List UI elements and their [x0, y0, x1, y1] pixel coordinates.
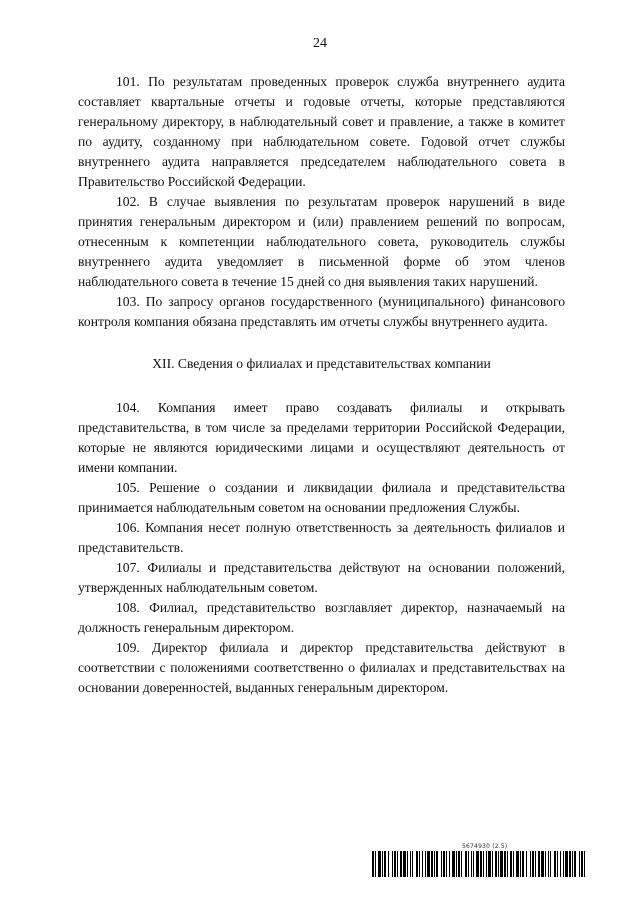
paragraph-106: 106. Компания несет полную ответственность за деятельность филиалов и представительств. — [78, 520, 565, 555]
paragraph-107: 107. Филиалы и представительства действуют на основании положений, утвержденных наблюдательным советом. — [78, 560, 565, 595]
paragraph-108: 108. Филиал, представительство возглавляет директор, назначаемый на должность генеральным директором. — [78, 600, 565, 635]
section-title: XII. Сведения о филиалах и представительствах компании — [152, 356, 491, 371]
paragraph-105: 105. Решение о создании и ликвидации филиала и представительства принимается наблюдательным советом на основании предложения Службы. — [78, 480, 565, 515]
paragraph-104: 104. Компания имеет право создавать филиалы и открывать представительства, в том числе за пределами территории Российской Федерации, которые не являются юридическими лицами и осуществляют деятельность от имени компании. — [78, 400, 565, 475]
paragraph-101: 101. По результатам проведенных проверок служба внутреннего аудита составляет квартальные отчеты и годовые отчеты, которые представляются генеральному директору, в наблюдательный совет и правление, а также в комитет по аудиту, созданному при наблюдательном совете. Годовой отчет службы внутреннего аудита направляется председателем наблюдательного совета в Правительство Российской Федерации. — [78, 74, 565, 189]
paragraph-103: 103. По запросу органов государственного (муниципального) финансового контроля компания обязана представлять им отчеты службы внутреннего аудита. — [78, 294, 565, 329]
barcode-caption: 5674930 (2.5) — [462, 843, 508, 850]
barcode-icon — [372, 851, 586, 877]
paragraph-109: 109. Директор филиала и директор представительства действуют в соответствии с положениями соответственно о филиалах и представительствах на основании доверенностей, выданных генеральным директором. — [78, 640, 565, 695]
document-body — [78, 72, 565, 698]
document-barcode — [372, 843, 586, 877]
paragraph-102: 102. В случае выявления по результатам проверок нарушений в виде принятия генеральным директором и (или) правлением решений по вопросам, отнесенным к компетенции наблюдательного совета, руководитель службы внутреннего аудита уведомляет в письменной форме об этом членов наблюдательного совета в течение 15 дней со дня выявления таких нарушений. — [78, 194, 565, 289]
page-number: 24 — [313, 36, 327, 51]
